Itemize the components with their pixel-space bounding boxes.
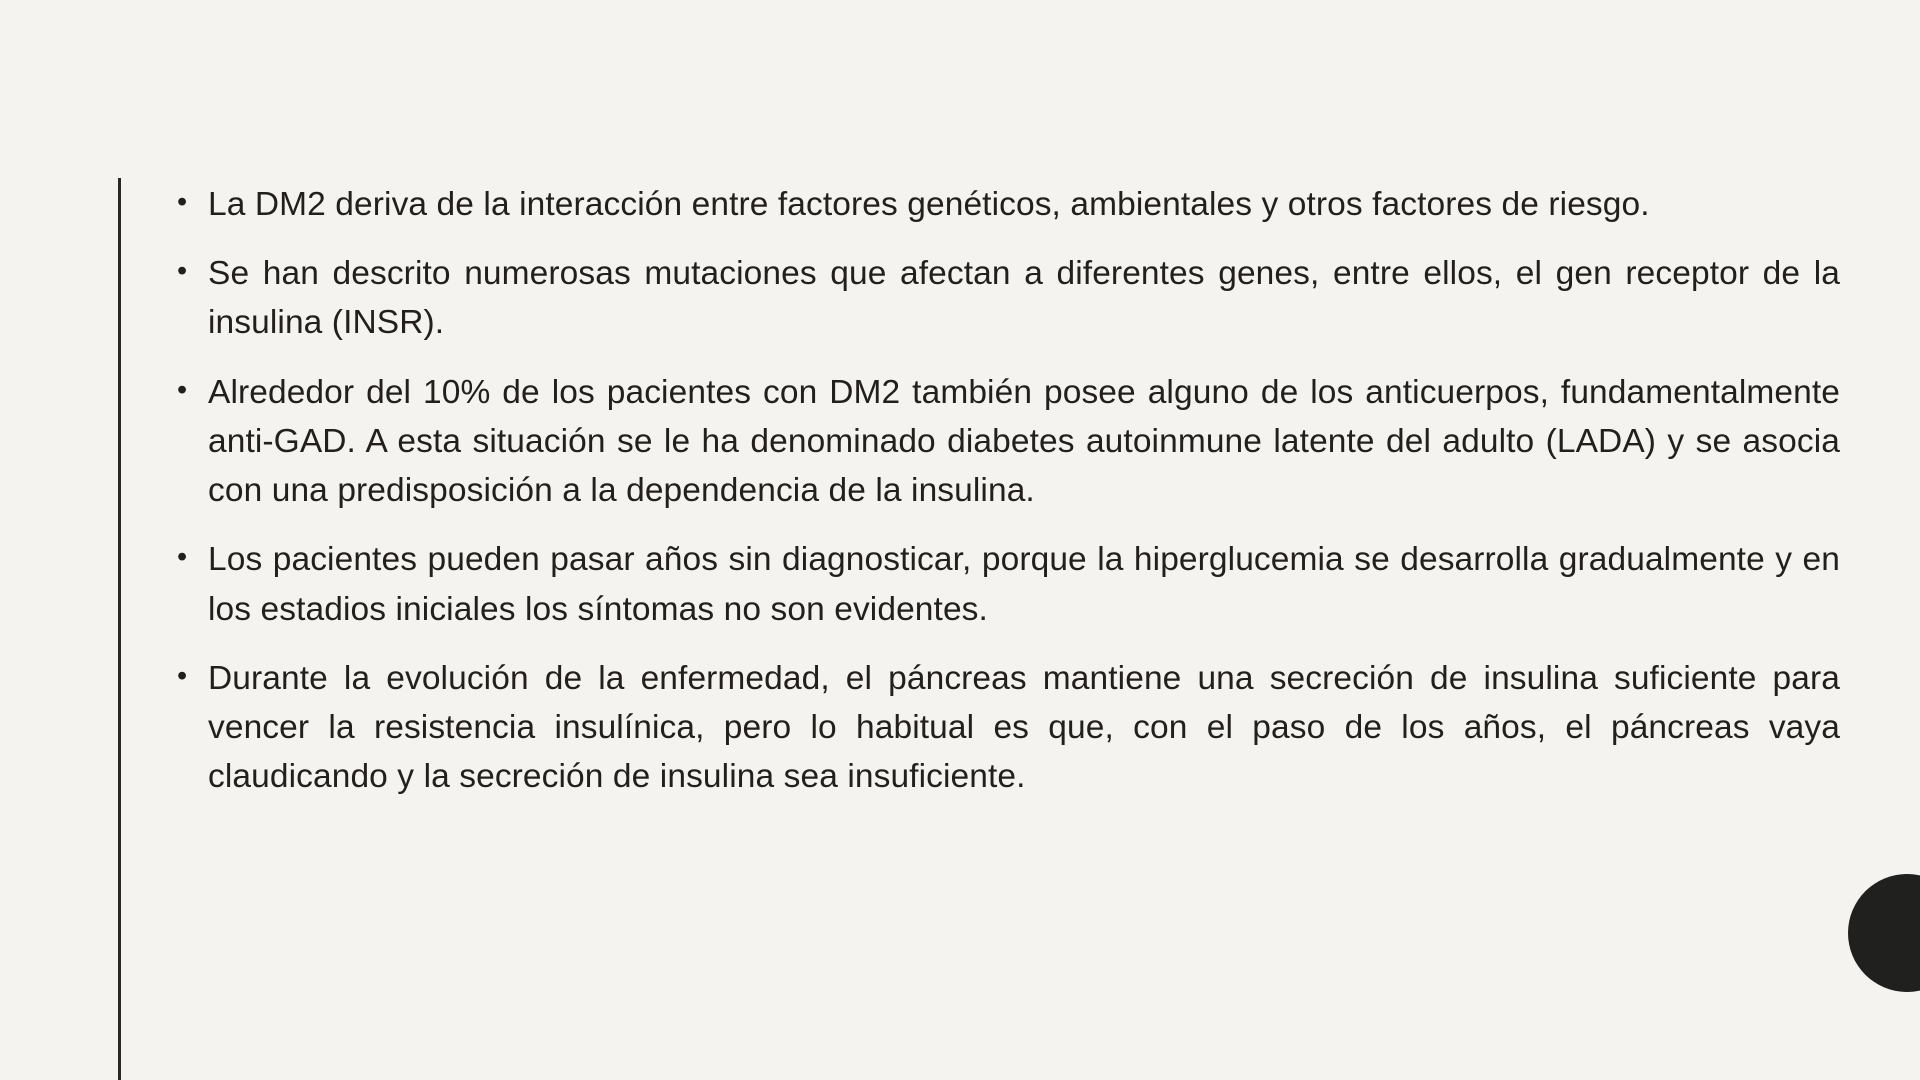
bullet-content xyxy=(175,180,1840,802)
list-item xyxy=(175,535,1840,633)
list-item-text: Los pacientes pueden pasar años sin diagnosticar, porque la hiperglucemia se desarrolla gradualmente y en los estadios iniciales los síntomas no son evidentes. xyxy=(208,541,1840,628)
list-item xyxy=(175,654,1840,802)
left-accent-rule xyxy=(118,178,121,1080)
list-item xyxy=(175,249,1840,347)
bullet-list xyxy=(175,180,1840,802)
decorative-circle xyxy=(1848,874,1920,992)
list-item xyxy=(175,180,1840,229)
bullet-point-icon: • xyxy=(177,186,188,218)
list-item-text: Se han descrito numerosas mutaciones que afectan a diferentes genes, entre ellos, el gen receptor de la insulina (INSR). xyxy=(208,255,1840,342)
bullet-point-icon: • xyxy=(177,541,188,574)
list-item xyxy=(175,368,1840,516)
list-item-text: Durante la evolución de la enfermedad, el páncreas mantiene una secreción de insulina suficiente para vencer la resistencia insulínica, pero lo habitual es que, con el paso de los años, el páncreas vaya claudicando y la secreción de insulina sea insuficiente. xyxy=(208,659,1840,796)
bullet-point-icon: • xyxy=(177,659,188,692)
bullet-point-icon: • xyxy=(177,373,188,406)
bullet-point-icon: • xyxy=(177,255,188,288)
list-item-text: Alrededor del 10% de los pacientes con DM2 también posee alguno de los anticuerpos, fundamentalmente anti-GAD. A esta situación se le ha denominado diabetes autoinmune latente del adulto (LADA) y se asocia con una predisposición a la dependencia de la insulina. xyxy=(208,373,1840,510)
list-item-text: La DM2 deriva de la interacción entre factores genéticos, ambientales y otros factores de riesgo. xyxy=(208,186,1650,223)
